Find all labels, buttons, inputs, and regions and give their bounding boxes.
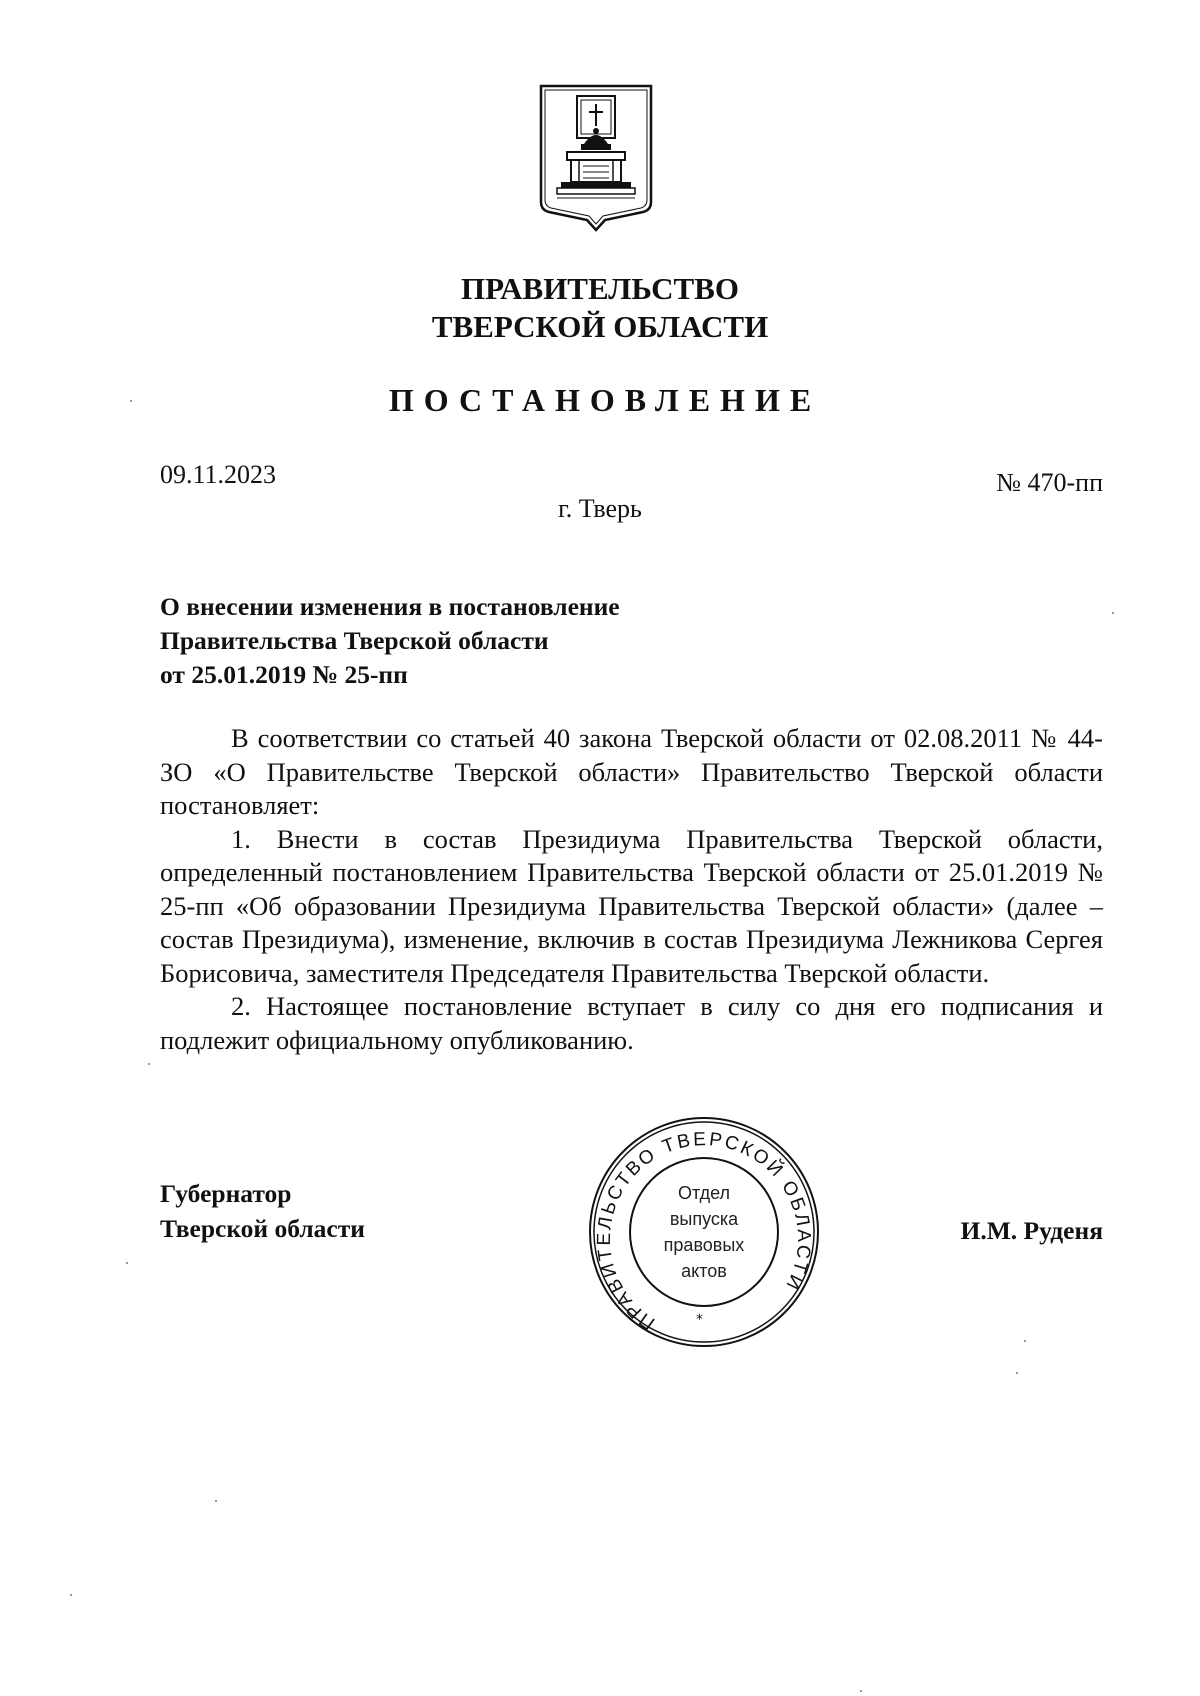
official-stamp xyxy=(584,1112,824,1352)
document-type: ПОСТАНОВЛЕНИЕ xyxy=(388,382,822,418)
scan-speck xyxy=(860,1690,862,1692)
body-paragraph: 1. Внести в состав Президиума Правительства Тверской области, определенный постановлением Правительства Тверской области от 25.01.2019 № 25-пп «Об образовании Президиума Правительства Тверской области» (далее – состав Президиума), изменение, включив в состав Президиума Лежникова Сергея Борисовича, заместителя Председателя Правительства Тверской области. xyxy=(160,823,1103,988)
stamp-center-line: актов xyxy=(681,1261,727,1281)
signer-name: И.М. Руденя xyxy=(960,1216,1103,1245)
scan-speck xyxy=(215,1500,217,1502)
stamp-center-line: правовых xyxy=(663,1235,745,1255)
signer-title-line: Губернатор xyxy=(160,1179,292,1208)
scan-speck xyxy=(70,1594,72,1596)
document-body xyxy=(160,722,1103,1057)
coat-of-arms-icon xyxy=(537,82,655,234)
scan-speck xyxy=(130,400,132,402)
document-subject xyxy=(160,590,620,692)
document-city: г. Тверь xyxy=(558,494,642,523)
signer-title xyxy=(160,1176,365,1246)
org-name-line1: ПРАВИТЕЛЬСТВО xyxy=(461,271,739,306)
signer-title-line: Тверской области xyxy=(160,1214,365,1243)
scan-speck xyxy=(148,1063,150,1065)
document-number: № 470-пп xyxy=(996,468,1103,497)
body-paragraph: В соответствии со статьей 40 закона Тверской области от 02.08.2011 № 44-ЗО «О Правительстве Тверской области» Правительство Тверской области постановляет: xyxy=(160,723,1103,820)
body-paragraph: 2. Настоящее постановление вступает в силу со дня его подписания и подлежит официальному опубликованию. xyxy=(160,991,1103,1055)
org-name-line2: ТВЕРСКОЙ ОБЛАСТИ xyxy=(431,309,769,344)
subject-line: Правительства Тверской области xyxy=(160,626,549,655)
stamp-center xyxy=(584,1112,824,1352)
scan-speck xyxy=(126,1262,128,1264)
document-date: 09.11.2023 xyxy=(160,460,277,489)
scan-speck xyxy=(1024,1340,1026,1342)
stamp-star: * xyxy=(696,1312,703,1328)
stamp-center-line: выпуска xyxy=(669,1209,739,1229)
stamp-center-line: Отдел xyxy=(677,1183,731,1203)
subject-line: О внесении изменения в постановление xyxy=(160,592,620,621)
subject-line: от 25.01.2019 № 25-пп xyxy=(160,660,408,689)
stamp-ring-text: ПРАВИТЕЛЬСТВО ТВЕРСКОЙ ОБЛАСТИ xyxy=(593,1128,815,1334)
scan-speck xyxy=(1016,1372,1018,1374)
scan-speck xyxy=(1112,612,1114,614)
